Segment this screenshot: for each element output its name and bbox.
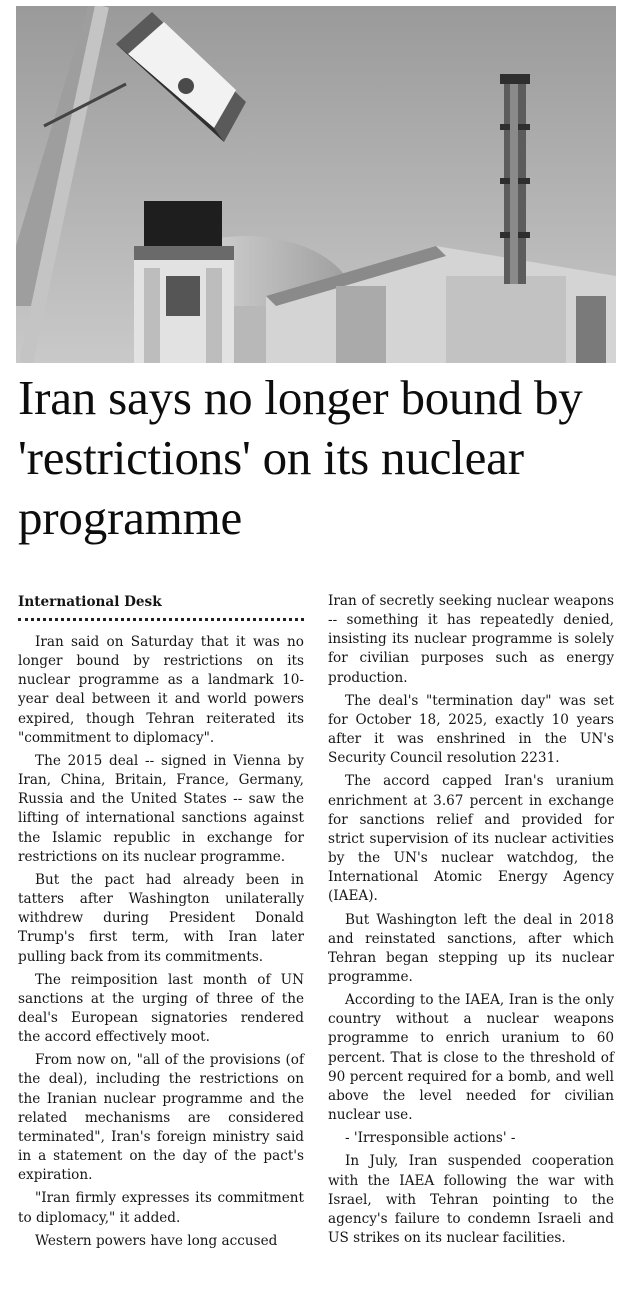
paragraph: The accord capped Iran's uranium enrichment at 3.67 percent in exchange for sanctions relief and provided for strict supervision of its nuclear activities by the UN's nuclear watchdog, the International Atomic Energy Agency (IAEA). (328, 773, 614, 905)
byline: International Desk (18, 592, 304, 621)
paragraph: The 2015 deal -- signed in Vienna by Iran, China, Britain, France, Germany, Russia and the United States -- saw the lifting of international sanctions against the Islamic republic in exchange for restrictions on its nuclear programme. (18, 752, 304, 865)
headline: Iran says no longer bound by 'restrictions' on its nuclear programme (18, 370, 583, 545)
article-column-right (328, 592, 614, 1248)
paragraph: But the pact had already been in tatters after Washington unilaterally withdrew during President Donald Trump's first term, with Iran later pulling back from its commitments. (18, 871, 304, 965)
subheading: - 'Irresponsible actions' - (345, 1130, 516, 1147)
paragraph: "Iran firmly expresses its commitment to diplomacy," it added. (18, 1190, 304, 1226)
paragraph: Iran said on Saturday that it was no longer bound by restrictions on its nuclear programme as a landmark 10-year deal between it and world powers expired, though Tehran reiterated its "commitment to diplomacy". (18, 634, 304, 746)
paragraph: The deal's "termination day" was set for October 18, 2025, exactly 10 years after it was enshrined in the UN's Security Council resolution 2231. (328, 692, 614, 767)
paragraph: Western powers have long accused (35, 1232, 278, 1249)
article-column-left (18, 592, 304, 1251)
paragraph-continuation: Iran of secretly seeking nuclear weapons -- something it has repeatedly denied, insisting its nuclear programme is solely for civilian purposes such as energy production. (328, 593, 614, 686)
paragraph: In July, Iran suspended cooperation with the IAEA following the war with Israel, with Tehran pointing to the agency's failure to condemn Israeli and US strikes on its nuclear facilities. (328, 1153, 614, 1246)
paragraph: The reimposition last month of UN sanctions at the urging of three of the deal's European signatories rendered the accord effectively moot. (18, 971, 304, 1046)
iran-emblem-icon (178, 78, 194, 94)
paragraph: According to the IAEA, Iran is the only country without a nuclear weapons programme to enrich uranium to 60 percent. That is close to the threshold of 90 percent required for a bomb, and well above the level needed for civilian nuclear use. (328, 992, 614, 1124)
paragraph: From now on, "all of the provisions (of the deal), including the restrictions on the Iranian nuclear programme and the related mechanisms are considered terminated", Iran's foreign ministry said in a statement on the day of the pact's expiration. (18, 1052, 304, 1184)
paragraph: But Washington left the deal in 2018 and reinstated sanctions, after which Tehran began stepping up its nuclear programme. (328, 911, 614, 985)
news-photo (16, 6, 616, 363)
